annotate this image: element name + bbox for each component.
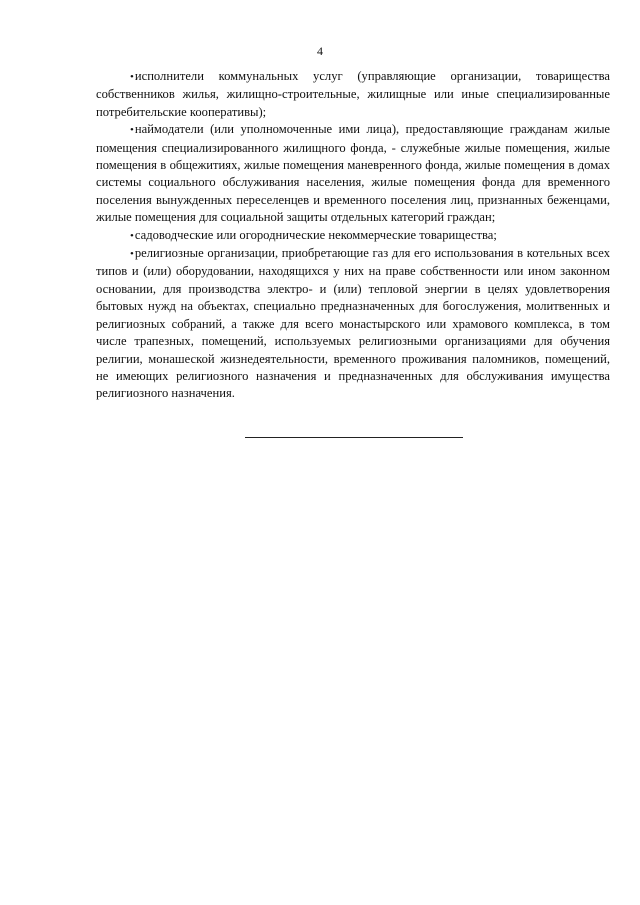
bullet-icon: • xyxy=(130,229,134,242)
list-item-text: исполнители коммунальных услуг (управляющие организации, товарищества собственников жилья, жилищно-строительные, жилищные или иные специализированные потребительские кооперативы); xyxy=(96,69,610,119)
list-item xyxy=(96,227,610,245)
bullet-icon: • xyxy=(130,248,134,261)
page-number: 4 xyxy=(317,44,323,58)
list-item-text: наймодатели (или уполномоченные ими лица), предоставляющие гражданам жилые помещения специализированного жилищного фонда, - служебные жилые помещения, жилые помещения в общежитиях, жилые помещения маневренного фонда, жилые помещения в домах системы социального обслуживания населения, жилые помещения фонда для временного поселения вынужденных переселенцев и временного поселения лиц, признанных беженцами, жилые помещения для социальной защиты отдельных категорий граждан; xyxy=(96,122,610,225)
list-item xyxy=(96,121,610,226)
document-body xyxy=(96,68,610,403)
bullet-icon: • xyxy=(130,124,134,137)
bullet-icon: • xyxy=(130,71,134,83)
end-divider xyxy=(245,437,463,438)
list-item-text: садоводческие или огороднические некоммерческие товарищества; xyxy=(134,227,497,242)
list-item xyxy=(96,68,610,121)
list-item-text: религиозные организации, приобретающие газ для его использования в котельных всех типов и (или) оборудовании, находящихся у них на праве собственности или ином законном основании, для производства электро- и (или) тепловой энергии в целях удовлетворения бытовых нужд на объектах, специально предназначенных для богослужения, молитвенных и религиозных собраний, а также для всего монастырского или храмового комплекса, в том числе трапезных, помещений, используемых религиозными организациями для обучения религии, монашеской жизнедеятельности, временного проживания паломников, помещений, не имеющих религиозного назначения и предназначенных для обслуживания имущества религиозного назначения. xyxy=(96,246,610,401)
list-item xyxy=(96,245,610,403)
